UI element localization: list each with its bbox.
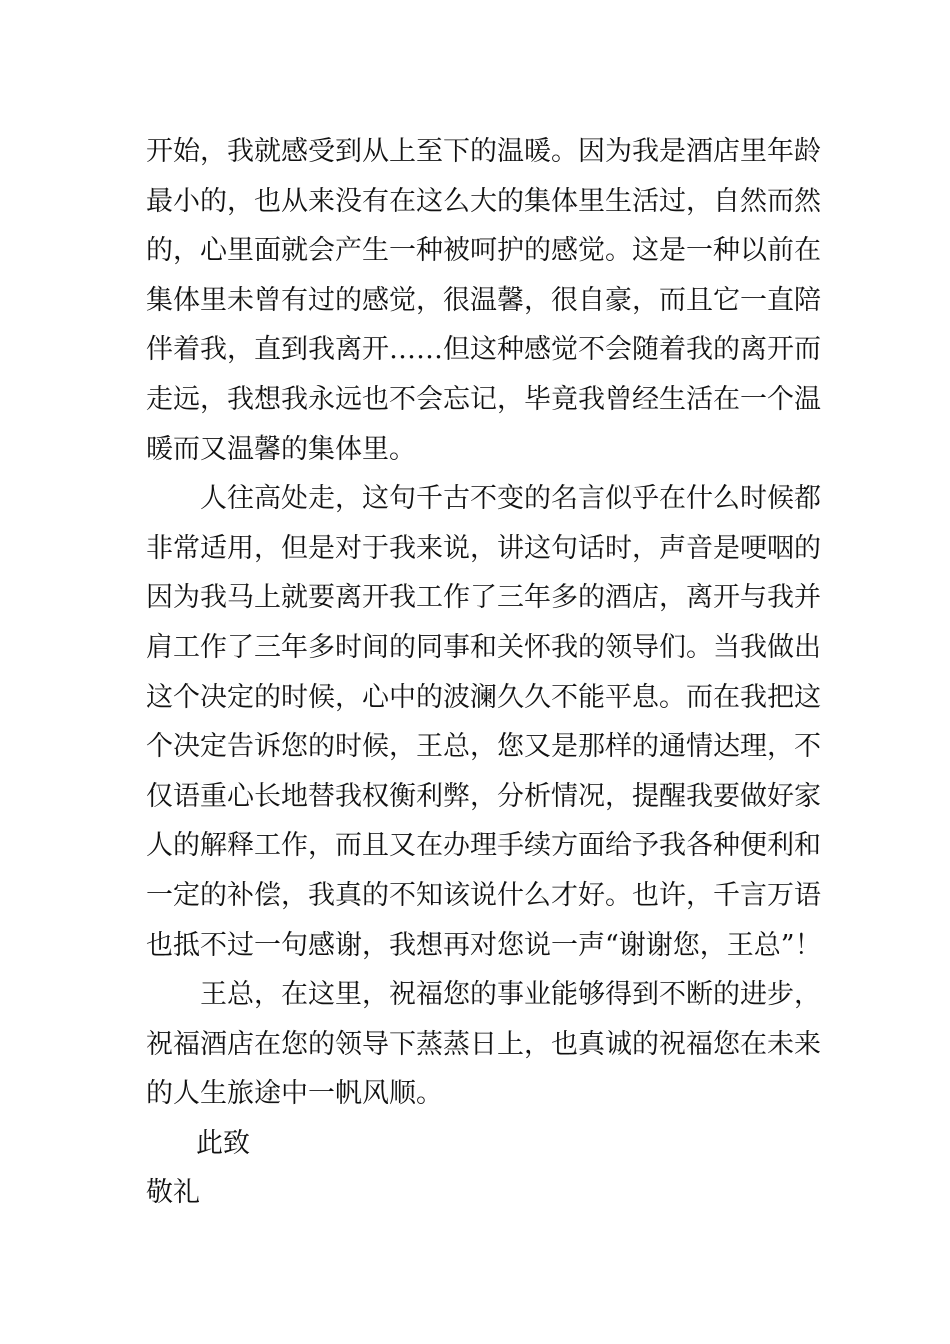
closing-salutation: 此致	[196, 1127, 250, 1159]
paragraph-1	[146, 127, 821, 474]
closing-regards: 敬礼	[146, 1177, 200, 1209]
paragraph-2	[146, 474, 822, 970]
text-line: 肩工作了三年多时间的同事和关怀我的领导们。当我做出	[146, 631, 821, 663]
closing	[146, 1119, 816, 1218]
text-line: 开始，我就感受到从上至下的温暖。因为我是酒店里年龄	[146, 136, 821, 167]
text-line: 仅语重心长地替我权衡利弊，分析情况，提醒我要做好家	[146, 780, 821, 812]
text-line: 祝福酒店在您的领导下蒸蒸日上，也真诚的祝福您在未来	[146, 1028, 821, 1060]
text-line: 王总，在这里，祝福您的事业能够得到不断的进步，	[200, 979, 821, 1011]
text-line: 走远，我想我永远也不会忘记，毕竟我曾经生活在一个温	[146, 383, 821, 415]
text-line: 非常适用，但是对于我来说，讲这句话时，声音是哽咽的	[146, 532, 821, 564]
text-line: 最小的，也从来没有在这么大的集体里生活过，自然而然	[146, 185, 821, 217]
text-line: 人往高处走，这句千古不变的名言似乎在什么时候都	[200, 483, 821, 515]
text-line: 集体里未曾有过的感觉，很温馨，很自豪，而且它一直陪	[146, 284, 821, 316]
text-line: 的人生旅途中一帆风顺。	[146, 1078, 443, 1110]
text-line: 暖而又温馨的集体里。	[146, 433, 416, 465]
text-line: 伴着我，直到我离开……但这种感觉不会随着我的离开而	[146, 334, 821, 366]
text-line: 的，心里面就会产生一种被呵护的感觉。这是一种以前在	[146, 235, 821, 267]
paragraph-3	[146, 970, 821, 1119]
text-line: 人的解释工作，而且又在办理手续方面给予我各种便利和	[146, 830, 821, 862]
text-line: 这个决定的时候，心中的波澜久久不能平息。而在我把这	[146, 681, 821, 713]
letter-body	[146, 127, 822, 1218]
text-line: 一定的补偿，我真的不知该说什么才好。也许，千言万语	[146, 879, 821, 911]
text-line: 因为我马上就要离开我工作了三年多的酒店，离开与我并	[146, 582, 821, 614]
text-line: 也抵不过一句感谢，我想再对您说一声“谢谢您，王总”！	[146, 929, 822, 961]
text-line: 个决定告诉您的时候，王总，您又是那样的通情达理，不	[146, 731, 821, 763]
